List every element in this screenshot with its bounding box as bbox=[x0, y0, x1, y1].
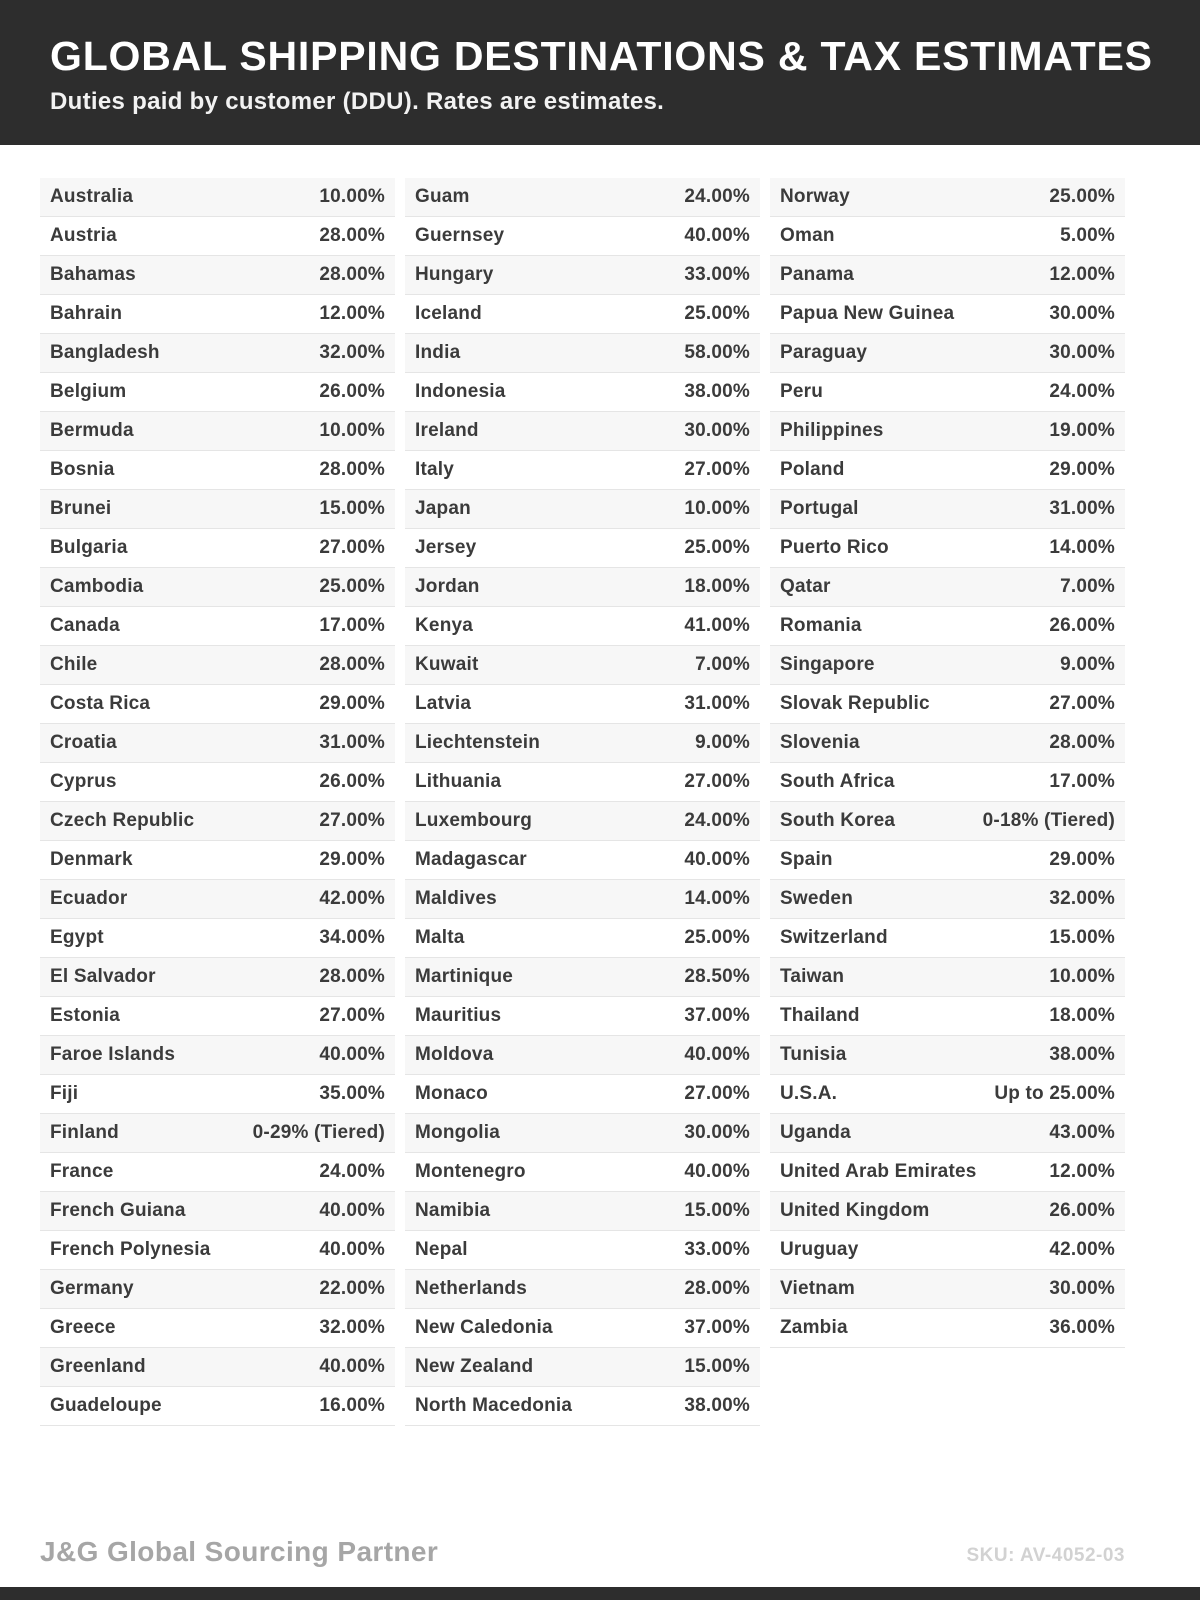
table-row bbox=[770, 1192, 1125, 1231]
country-name: Bulgaria bbox=[50, 537, 128, 558]
tax-rate: 10.00% bbox=[684, 498, 750, 519]
table-row bbox=[405, 529, 760, 568]
table-row bbox=[770, 1309, 1125, 1348]
country-name: Netherlands bbox=[415, 1278, 528, 1299]
tax-rate: 27.00% bbox=[319, 1005, 385, 1026]
tax-rate: 27.00% bbox=[1049, 693, 1115, 714]
table-row bbox=[770, 841, 1125, 880]
country-name: El Salvador bbox=[50, 966, 156, 987]
table-row bbox=[770, 1153, 1125, 1192]
table-row bbox=[40, 373, 395, 412]
country-name: Zambia bbox=[780, 1317, 848, 1338]
table-row bbox=[770, 1270, 1125, 1309]
rate-column bbox=[770, 178, 1125, 1348]
table-row bbox=[40, 178, 395, 217]
country-name: Sweden bbox=[780, 888, 853, 909]
rates-table bbox=[40, 178, 1125, 1426]
country-name: Slovenia bbox=[780, 732, 860, 753]
tax-rate: 29.00% bbox=[1049, 459, 1115, 480]
table-row bbox=[405, 178, 760, 217]
country-name: Bahamas bbox=[50, 264, 136, 285]
tax-rate: 7.00% bbox=[695, 654, 750, 675]
tax-rate: 17.00% bbox=[319, 615, 385, 636]
country-name: Uruguay bbox=[780, 1239, 859, 1260]
country-name: Uganda bbox=[780, 1122, 851, 1143]
tax-rate: 32.00% bbox=[319, 342, 385, 363]
table-row bbox=[40, 1192, 395, 1231]
table-row bbox=[405, 841, 760, 880]
country-name: Qatar bbox=[780, 576, 831, 597]
table-row bbox=[405, 1387, 760, 1426]
tax-rate: 12.00% bbox=[1049, 1161, 1115, 1182]
tax-rate: 32.00% bbox=[319, 1317, 385, 1338]
table-row bbox=[40, 1075, 395, 1114]
tax-rate: 25.00% bbox=[684, 303, 750, 324]
bottom-bar bbox=[0, 1587, 1200, 1600]
country-name: Mongolia bbox=[415, 1122, 500, 1143]
country-name: Indonesia bbox=[415, 381, 506, 402]
table-row bbox=[770, 490, 1125, 529]
page-title: GLOBAL SHIPPING DESTINATIONS & TAX ESTIMATES bbox=[50, 33, 1153, 79]
table-row bbox=[770, 1114, 1125, 1153]
table-row bbox=[770, 997, 1125, 1036]
tax-rate: 37.00% bbox=[684, 1005, 750, 1026]
table-row bbox=[40, 919, 395, 958]
table-row bbox=[770, 802, 1125, 841]
country-name: Greece bbox=[50, 1317, 116, 1338]
tax-rate: 24.00% bbox=[684, 186, 750, 207]
table-row bbox=[770, 178, 1125, 217]
table-row bbox=[405, 1153, 760, 1192]
tax-rate: 30.00% bbox=[684, 420, 750, 441]
tax-rate: 30.00% bbox=[1049, 342, 1115, 363]
table-row bbox=[405, 997, 760, 1036]
country-name: Madagascar bbox=[415, 849, 527, 870]
table-row bbox=[405, 1114, 760, 1153]
table-row bbox=[40, 1153, 395, 1192]
table-row bbox=[405, 1036, 760, 1075]
country-name: Bosnia bbox=[50, 459, 115, 480]
table-row bbox=[770, 1075, 1125, 1114]
table-row bbox=[770, 685, 1125, 724]
country-name: Kuwait bbox=[415, 654, 479, 675]
tax-rate: 27.00% bbox=[684, 459, 750, 480]
table-row bbox=[405, 1270, 760, 1309]
country-name: Bangladesh bbox=[50, 342, 160, 363]
table-row bbox=[40, 334, 395, 373]
table-row bbox=[40, 451, 395, 490]
tax-rate: 35.00% bbox=[319, 1083, 385, 1104]
tax-rate: 26.00% bbox=[319, 381, 385, 402]
tax-rate: 28.00% bbox=[319, 264, 385, 285]
country-name: Norway bbox=[780, 186, 850, 207]
country-name: Peru bbox=[780, 381, 824, 402]
table-row bbox=[40, 841, 395, 880]
table-row bbox=[405, 763, 760, 802]
tax-rate: 40.00% bbox=[684, 849, 750, 870]
country-name: Chile bbox=[50, 654, 98, 675]
tax-rate: 15.00% bbox=[319, 498, 385, 519]
tax-rate: 24.00% bbox=[684, 810, 750, 831]
table-row bbox=[405, 802, 760, 841]
tax-rate: 22.00% bbox=[319, 1278, 385, 1299]
country-name: Paraguay bbox=[780, 342, 868, 363]
country-name: Bermuda bbox=[50, 420, 134, 441]
table-row bbox=[405, 919, 760, 958]
country-name: Cyprus bbox=[50, 771, 117, 792]
table-row bbox=[40, 724, 395, 763]
rate-column bbox=[40, 178, 395, 1426]
tax-rate: 27.00% bbox=[684, 1083, 750, 1104]
table-row bbox=[770, 568, 1125, 607]
country-name: Philippines bbox=[780, 420, 884, 441]
table-row bbox=[405, 412, 760, 451]
tax-rate: 28.00% bbox=[319, 966, 385, 987]
country-name: Ecuador bbox=[50, 888, 128, 909]
table-row bbox=[405, 334, 760, 373]
tax-rate: 15.00% bbox=[684, 1200, 750, 1221]
country-name: Martinique bbox=[415, 966, 514, 987]
table-row bbox=[40, 1309, 395, 1348]
table-row bbox=[405, 1231, 760, 1270]
country-name: Luxembourg bbox=[415, 810, 533, 831]
footer bbox=[40, 1536, 1125, 1568]
tax-rate: 58.00% bbox=[684, 342, 750, 363]
country-name: Latvia bbox=[415, 693, 472, 714]
tax-rate: 40.00% bbox=[319, 1200, 385, 1221]
country-name: Croatia bbox=[50, 732, 117, 753]
table-row bbox=[405, 880, 760, 919]
tax-rate: 38.00% bbox=[684, 381, 750, 402]
tax-rate: 10.00% bbox=[319, 420, 385, 441]
country-name: North Macedonia bbox=[415, 1395, 573, 1416]
table-row bbox=[40, 256, 395, 295]
tax-rate: 27.00% bbox=[684, 771, 750, 792]
table-row bbox=[40, 802, 395, 841]
tax-rate: 17.00% bbox=[1049, 771, 1115, 792]
table-row bbox=[40, 607, 395, 646]
table-row bbox=[770, 373, 1125, 412]
tax-rate: 36.00% bbox=[1049, 1317, 1115, 1338]
table-row bbox=[770, 412, 1125, 451]
tax-rate: 29.00% bbox=[1049, 849, 1115, 870]
tax-rate: 33.00% bbox=[684, 1239, 750, 1260]
table-row bbox=[770, 607, 1125, 646]
country-name: Czech Republic bbox=[50, 810, 195, 831]
tax-rate: 24.00% bbox=[1049, 381, 1115, 402]
tax-rate: 28.00% bbox=[319, 654, 385, 675]
tax-rate: 15.00% bbox=[684, 1356, 750, 1377]
tax-rate: Up to 25.00% bbox=[994, 1083, 1115, 1104]
table-row bbox=[40, 568, 395, 607]
tax-rate: 37.00% bbox=[684, 1317, 750, 1338]
tax-rate: 24.00% bbox=[319, 1161, 385, 1182]
brand-name: J&G Global Sourcing Partner bbox=[40, 1536, 439, 1567]
tax-rate: 28.00% bbox=[1049, 732, 1115, 753]
table-row bbox=[40, 529, 395, 568]
tax-rate: 28.00% bbox=[319, 225, 385, 246]
country-name: Slovak Republic bbox=[780, 693, 930, 714]
tax-rate: 14.00% bbox=[684, 888, 750, 909]
country-name: Ireland bbox=[415, 420, 479, 441]
tax-rate: 28.00% bbox=[319, 459, 385, 480]
table-row bbox=[40, 763, 395, 802]
table-row bbox=[770, 217, 1125, 256]
country-name: Germany bbox=[50, 1278, 134, 1299]
rate-column bbox=[405, 178, 760, 1426]
tax-rate: 10.00% bbox=[319, 186, 385, 207]
table-row bbox=[405, 1192, 760, 1231]
table-row bbox=[405, 490, 760, 529]
tax-rate: 40.00% bbox=[684, 1044, 750, 1065]
country-name: Fiji bbox=[50, 1083, 79, 1104]
country-name: Iceland bbox=[415, 303, 482, 324]
table-row bbox=[405, 646, 760, 685]
country-name: Tunisia bbox=[780, 1044, 847, 1065]
tax-rate: 38.00% bbox=[1049, 1044, 1115, 1065]
table-row bbox=[40, 412, 395, 451]
table-row bbox=[770, 919, 1125, 958]
tax-rate: 40.00% bbox=[684, 225, 750, 246]
tax-rate: 26.00% bbox=[1049, 615, 1115, 636]
country-name: Singapore bbox=[780, 654, 875, 675]
sku-label: SKU: AV-4052-03 bbox=[966, 1545, 1125, 1566]
table-row bbox=[770, 958, 1125, 997]
country-name: Switzerland bbox=[780, 927, 888, 948]
table-row bbox=[770, 334, 1125, 373]
tax-rate: 18.00% bbox=[684, 576, 750, 597]
country-name: United Arab Emirates bbox=[780, 1161, 977, 1182]
tax-rate: 38.00% bbox=[684, 1395, 750, 1416]
table-row bbox=[770, 529, 1125, 568]
table-row bbox=[770, 451, 1125, 490]
tax-rate: 34.00% bbox=[319, 927, 385, 948]
country-name: Mauritius bbox=[415, 1005, 502, 1026]
table-row bbox=[405, 256, 760, 295]
table-row bbox=[40, 1114, 395, 1153]
tax-rate: 14.00% bbox=[1049, 537, 1115, 558]
table-row bbox=[405, 1348, 760, 1387]
tax-rate: 27.00% bbox=[319, 810, 385, 831]
table-row bbox=[405, 217, 760, 256]
country-name: Canada bbox=[50, 615, 120, 636]
table-row bbox=[770, 763, 1125, 802]
country-name: Montenegro bbox=[415, 1161, 526, 1182]
country-name: Lithuania bbox=[415, 771, 502, 792]
country-name: Guam bbox=[415, 186, 470, 207]
tax-rate: 0-29% (Tiered) bbox=[252, 1122, 385, 1143]
table-row bbox=[770, 724, 1125, 763]
country-name: Austria bbox=[50, 225, 117, 246]
table-row bbox=[40, 295, 395, 334]
country-name: French Guiana bbox=[50, 1200, 186, 1221]
country-name: New Caledonia bbox=[415, 1317, 553, 1338]
tax-rate: 43.00% bbox=[1049, 1122, 1115, 1143]
tax-rate: 32.00% bbox=[1049, 888, 1115, 909]
table-row bbox=[405, 607, 760, 646]
table-row bbox=[405, 373, 760, 412]
country-name: Papua New Guinea bbox=[780, 303, 955, 324]
table-row bbox=[40, 997, 395, 1036]
tax-rate: 12.00% bbox=[1049, 264, 1115, 285]
country-name: Egypt bbox=[50, 927, 104, 948]
country-name: Vietnam bbox=[780, 1278, 855, 1299]
tax-rate: 29.00% bbox=[319, 849, 385, 870]
table-row bbox=[405, 295, 760, 334]
table-row bbox=[40, 1270, 395, 1309]
country-name: Brunei bbox=[50, 498, 112, 519]
country-name: France bbox=[50, 1161, 114, 1182]
country-name: Estonia bbox=[50, 1005, 121, 1026]
tax-rate: 25.00% bbox=[319, 576, 385, 597]
tax-rate: 40.00% bbox=[684, 1161, 750, 1182]
table-row bbox=[405, 1075, 760, 1114]
country-name: Moldova bbox=[415, 1044, 494, 1065]
tax-rate: 16.00% bbox=[319, 1395, 385, 1416]
table-row bbox=[40, 1387, 395, 1426]
country-name: Portugal bbox=[780, 498, 859, 519]
table-row bbox=[770, 1231, 1125, 1270]
country-name: Thailand bbox=[780, 1005, 860, 1026]
country-name: South Korea bbox=[780, 810, 896, 831]
country-name: Nepal bbox=[415, 1239, 468, 1260]
table-row bbox=[40, 490, 395, 529]
table-row bbox=[405, 958, 760, 997]
table-row bbox=[40, 1036, 395, 1075]
table-row bbox=[405, 685, 760, 724]
tax-rate: 0-18% (Tiered) bbox=[982, 810, 1115, 831]
tax-rate: 28.50% bbox=[684, 966, 750, 987]
country-name: Australia bbox=[50, 186, 134, 207]
country-name: Guernsey bbox=[415, 225, 505, 246]
table-row bbox=[405, 568, 760, 607]
tax-rate: 31.00% bbox=[684, 693, 750, 714]
table-row bbox=[770, 256, 1125, 295]
tax-rate: 9.00% bbox=[695, 732, 750, 753]
tax-rate: 30.00% bbox=[1049, 1278, 1115, 1299]
country-name: Greenland bbox=[50, 1356, 146, 1377]
country-name: Jordan bbox=[415, 576, 480, 597]
country-name: South Africa bbox=[780, 771, 895, 792]
country-name: Jersey bbox=[415, 537, 477, 558]
table-row bbox=[770, 1036, 1125, 1075]
country-name: New Zealand bbox=[415, 1356, 534, 1377]
table-row bbox=[40, 685, 395, 724]
country-name: Italy bbox=[415, 459, 455, 480]
table-row bbox=[770, 295, 1125, 334]
tax-rate: 12.00% bbox=[319, 303, 385, 324]
country-name: Kenya bbox=[415, 615, 474, 636]
table-row bbox=[405, 1309, 760, 1348]
tax-rate: 15.00% bbox=[1049, 927, 1115, 948]
country-name: Finland bbox=[50, 1122, 119, 1143]
country-name: Malta bbox=[415, 927, 465, 948]
country-name: Guadeloupe bbox=[50, 1395, 162, 1416]
table-row bbox=[770, 646, 1125, 685]
tax-rate: 26.00% bbox=[1049, 1200, 1115, 1221]
country-name: Namibia bbox=[415, 1200, 491, 1221]
tax-rate: 31.00% bbox=[319, 732, 385, 753]
tax-rate: 26.00% bbox=[319, 771, 385, 792]
table-row bbox=[40, 958, 395, 997]
table-row bbox=[770, 880, 1125, 919]
tax-rate: 33.00% bbox=[684, 264, 750, 285]
tax-rate: 25.00% bbox=[684, 537, 750, 558]
country-name: Hungary bbox=[415, 264, 494, 285]
country-name: Denmark bbox=[50, 849, 133, 870]
tax-rate: 25.00% bbox=[1049, 186, 1115, 207]
country-name: French Polynesia bbox=[50, 1239, 211, 1260]
tax-rate: 27.00% bbox=[319, 537, 385, 558]
table-row bbox=[40, 217, 395, 256]
tax-rate: 42.00% bbox=[319, 888, 385, 909]
country-name: Poland bbox=[780, 459, 845, 480]
country-name: Costa Rica bbox=[50, 693, 151, 714]
tax-rate: 5.00% bbox=[1060, 225, 1115, 246]
tax-rate: 40.00% bbox=[319, 1044, 385, 1065]
country-name: Spain bbox=[780, 849, 833, 870]
country-name: United Kingdom bbox=[780, 1200, 930, 1221]
tax-rate: 10.00% bbox=[1049, 966, 1115, 987]
country-name: Taiwan bbox=[780, 966, 845, 987]
tax-rate: 42.00% bbox=[1049, 1239, 1115, 1260]
tax-rate: 9.00% bbox=[1060, 654, 1115, 675]
table-row bbox=[40, 646, 395, 685]
page-subtitle: Duties paid by customer (DDU). Rates are estimates. bbox=[50, 88, 665, 116]
country-name: Puerto Rico bbox=[780, 537, 889, 558]
country-name: Oman bbox=[780, 225, 835, 246]
tax-rate: 19.00% bbox=[1049, 420, 1115, 441]
tax-rate: 30.00% bbox=[1049, 303, 1115, 324]
tax-rate: 29.00% bbox=[319, 693, 385, 714]
table-row bbox=[405, 724, 760, 763]
country-name: Maldives bbox=[415, 888, 497, 909]
country-name: Romania bbox=[780, 615, 862, 636]
tax-rate: 28.00% bbox=[684, 1278, 750, 1299]
country-name: U.S.A. bbox=[780, 1083, 838, 1104]
tax-rate: 41.00% bbox=[684, 615, 750, 636]
country-name: Cambodia bbox=[50, 576, 144, 597]
country-name: India bbox=[415, 342, 461, 363]
table-row bbox=[40, 1348, 395, 1387]
country-name: Belgium bbox=[50, 381, 127, 402]
tax-rate: 31.00% bbox=[1049, 498, 1115, 519]
tax-rate: 40.00% bbox=[319, 1356, 385, 1377]
tax-rate: 7.00% bbox=[1060, 576, 1115, 597]
country-name: Liechtenstein bbox=[415, 732, 541, 753]
header bbox=[0, 0, 1200, 145]
country-name: Japan bbox=[415, 498, 471, 519]
table-row bbox=[40, 880, 395, 919]
country-name: Faroe Islands bbox=[50, 1044, 176, 1065]
table-row bbox=[40, 1231, 395, 1270]
table-row bbox=[405, 451, 760, 490]
country-name: Panama bbox=[780, 264, 855, 285]
tax-rate: 18.00% bbox=[1049, 1005, 1115, 1026]
tax-rate: 25.00% bbox=[684, 927, 750, 948]
country-name: Bahrain bbox=[50, 303, 123, 324]
tax-rate: 30.00% bbox=[684, 1122, 750, 1143]
country-name: Monaco bbox=[415, 1083, 488, 1104]
tax-rate: 40.00% bbox=[319, 1239, 385, 1260]
